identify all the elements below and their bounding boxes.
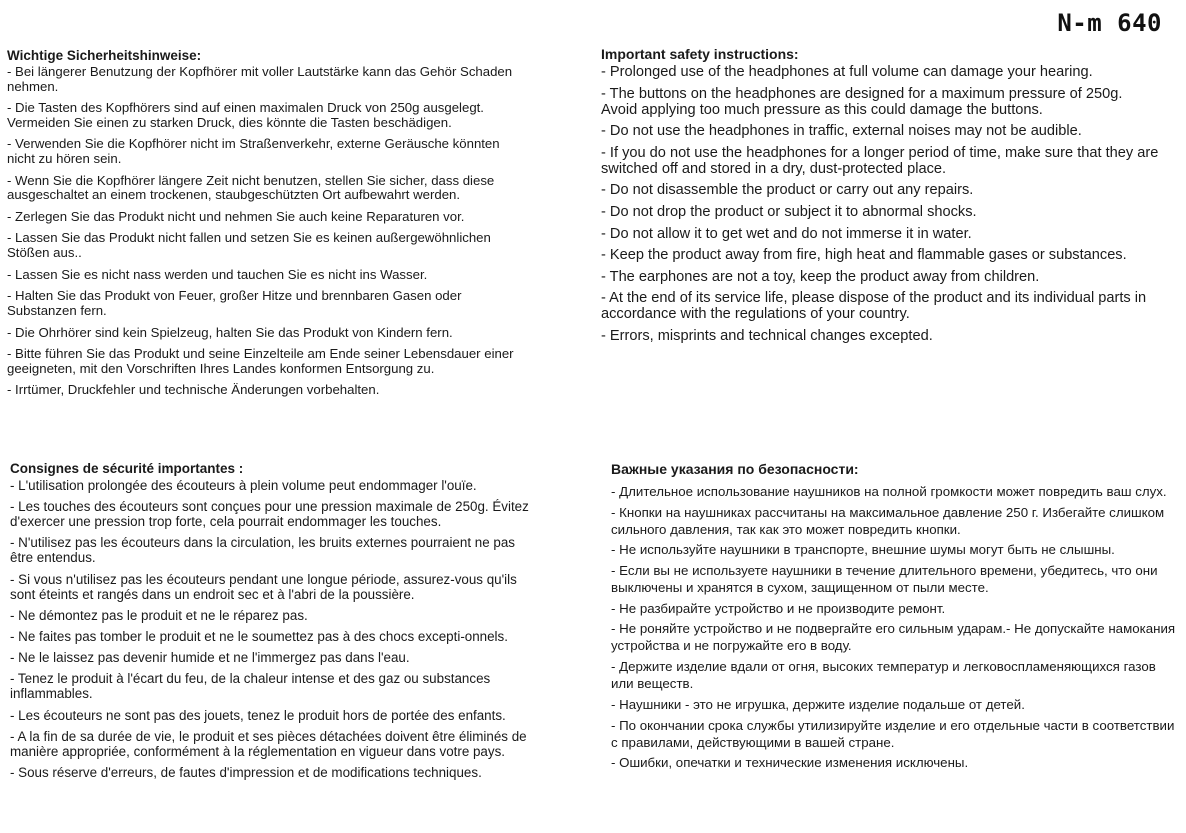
list-item: - Les touches des écouteurs sont conçues pour une pression maximale de 250g. Évitez d'exercer une pression trop forte, cela pourrait endommager les touches. xyxy=(10,499,529,530)
list-item: - N'utilisez pas les écouteurs dans la circulation, les bruits externes pourraient ne pas être entendus. xyxy=(10,535,515,566)
list-item: - Do not use the headphones in traffic, external noises may not be audible. xyxy=(601,123,1082,140)
list-item: - Держите изделие вдали от огня, высоких температур и легковоспламеняющихся газов или веществ. xyxy=(611,659,1156,692)
section-title: Consignes de sécurité importantes : xyxy=(10,461,244,476)
list-item: - At the end of its service life, please dispose of the product and its individual parts in accordance with the regulations of your country. xyxy=(601,290,1147,323)
list-item: - Verwenden Sie die Kopfhörer nicht im Straßenverkehr, externe Geräusche könnten nicht zu hören sein. xyxy=(7,136,500,166)
safety-section-english xyxy=(601,45,1161,350)
list-item: - Ne démontez pas le produit et ne le réparez pas. xyxy=(10,607,308,623)
list-item: - Die Tasten des Kopfhörers sind auf einen maximalen Druck von 250g ausgelegt. Vermeiden Sie einen zu starken Druck, dies könnte die Tasten beschädigen. xyxy=(7,100,484,130)
list-item: - Bitte führen Sie das Produkt und seine Einzelteile am Ende seiner Lebensdauer einer geeigneten, mit den Vorschriften Ihres Landes konformen Entsorgung zu. xyxy=(7,346,514,376)
list-item: - Halten Sie das Produkt von Feuer, großer Hitze und brennbaren Gasen oder Substanzen fern. xyxy=(7,288,462,318)
list-item: - Lassen Sie das Produkt nicht fallen und setzen Sie es keinen außergewöhnlichen Stößen aus.. xyxy=(7,230,491,260)
instruction-list xyxy=(7,65,527,398)
list-item: - Bei längerer Benutzung der Kopfhörer mit voller Lautstärke kann das Gehör Schaden nehmen. xyxy=(7,64,513,94)
list-item: - If you do not use the headphones for a longer period of time, make sure that they are switched off and stored in a dry, dust-protected place. xyxy=(601,144,1159,177)
list-item: - Do not disassemble the product or carry out any repairs. xyxy=(601,182,974,199)
list-item: - A la fin de sa durée de vie, le produit et ses pièces détachées doivent être éliminés de manière appropriée, conformément à la réglementation en vigueur dans votre pays. xyxy=(10,728,527,759)
instruction-list xyxy=(611,483,1176,771)
safety-section-german xyxy=(7,47,527,405)
list-item: - По окончании срока службы утилизируйте изделие и его отдельные части в соответствии с правилами, действующими в вашей стране. xyxy=(611,717,1175,750)
list-item: - Errors, misprints and technical changes excepted. xyxy=(601,327,933,344)
list-item: - Длительное использование наушников на полной громкости может повредить ваш слух. xyxy=(611,484,1167,499)
list-item: - Wenn Sie die Kopfhörer längere Zeit nicht benutzen, stellen Sie sicher, dass diese ausgeschaltet an einem trockenen, staubgeschützten Ort aufbewahrt werden. xyxy=(7,172,495,203)
section-title: Wichtige Sicherheitshinweise: xyxy=(7,48,202,63)
section-title: Important safety instructions: xyxy=(601,46,799,62)
model-number: N-m 640 xyxy=(1057,9,1162,37)
list-item: - Do not allow it to get wet and do not immerse it in water. xyxy=(601,225,972,242)
list-item: - Кнопки на наушниках рассчитаны на максимальное давление 250 г. Избегайте слишком сильного давления, так как это может повредить кнопки. xyxy=(611,504,1165,537)
list-item: - The buttons on the headphones are designed for a maximum pressure of 250g. Avoid applying too much pressure as this could damage the buttons. xyxy=(601,85,1123,118)
list-item: - Ne le laissez pas devenir humide et ne l'immergez pas dans l'eau. xyxy=(10,650,410,666)
safety-section-french xyxy=(10,460,530,786)
list-item: - Ne faites pas tomber le produit et ne le soumettez pas à des chocs excepti-onnels. xyxy=(10,628,508,644)
list-item: - L'utilisation prolongée des écouteurs à plein volume peut endommager l'ouïe. xyxy=(10,478,477,493)
list-item: - Irrtümer, Druckfehler und technische Änderungen vorbehalten. xyxy=(7,382,380,398)
list-item: - Prolonged use of the headphones at full volume can damage your hearing. xyxy=(601,64,1093,80)
list-item: - Die Ohrhörer sind kein Spielzeug, halten Sie das Produkt von Kindern fern. xyxy=(7,324,453,340)
list-item: - Не используйте наушники в транспорте, внешние шумы могут быть не слышны. xyxy=(611,542,1115,558)
list-item: - Не разбирайте устройство и не производите ремонт. xyxy=(611,600,946,616)
list-item: - Do not drop the product or subject it to abnormal shocks. xyxy=(601,203,977,220)
list-item: - Не роняйте устройство и не подвергайте его сильным ударам.- Не допускайте намокания устройства и не погружайте его в воду. xyxy=(611,621,1176,654)
list-item: - Zerlegen Sie das Produkt nicht und nehmen Sie auch keine Reparaturen vor. xyxy=(7,208,465,224)
list-item: - Tenez le produit à l'écart du feu, de la chaleur intense et des gaz ou substances inflammables. xyxy=(10,671,491,702)
list-item: - Keep the product away from fire, high heat and flammable gases or substances. xyxy=(601,247,1127,264)
list-item: - Наушники - это не игрушка, держите изделие подальше от детей. xyxy=(611,696,1025,712)
list-item: - The earphones are not a toy, keep the product away from children. xyxy=(601,268,1040,285)
list-item: - Les écouteurs ne sont pas des jouets, tenez le produit hors de portée des enfants. xyxy=(10,707,506,723)
list-item: - Если вы не используете наушники в течение длительного времени, убедитесь, что они выключены и хранятся в сухом, защищенном от пыли месте. xyxy=(611,563,1158,596)
instruction-list xyxy=(10,478,530,780)
instruction-list xyxy=(601,64,1161,344)
list-item: - Sous réserve d'erreurs, de fautes d'impression et de modifications techniques. xyxy=(10,764,482,780)
list-item: - Si vous n'utilisez pas les écouteurs pendant une longue période, assurez-vous qu'ils sont éteints et rangés dans un endroit sec et à l'abri de la poussière. xyxy=(10,571,517,602)
list-item: - Ошибки, опечатки и технические изменения исключены. xyxy=(611,755,969,771)
safety-section-russian xyxy=(611,461,1176,775)
section-title: Важные указания по безопасности: xyxy=(611,461,859,477)
list-item: - Lassen Sie es nicht nass werden und tauchen Sie es nicht ins Wasser. xyxy=(7,266,428,282)
